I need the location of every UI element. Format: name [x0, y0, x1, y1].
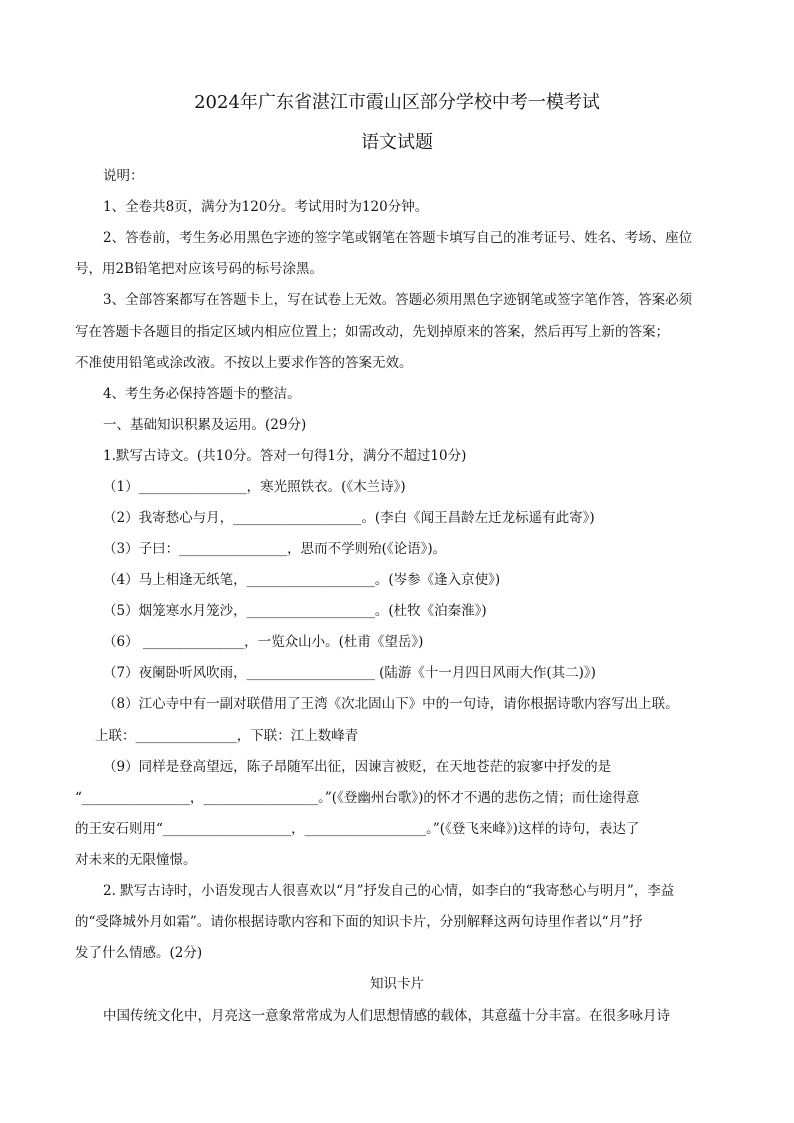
exam-title: 2024年广东省湛江市霞山区部分学校中考一模考试 [194, 92, 600, 113]
q1-item-8: （8）江心寺中有一副对联借用了王湾《次北固山下》中的一句诗，请你根据诗歌内容写出上联。 [103, 696, 679, 712]
instruction-1: 1、全卷共8页，满分为120分。考试用时为120分钟。 [103, 199, 429, 215]
q1-item-6: （6） _______________，一览众山小。(杜甫《望岳》) [103, 634, 424, 650]
q1-item-9-cont3: 对未来的无限憧憬。 [75, 852, 197, 868]
instruction-2-cont: 号，用2B铅笔把对应该号码的标号涂黑。 [75, 261, 324, 277]
q1-item-9-cont2: 的王安石则用“___________________，__________________。”(《登飞来峰》)这样的诗句，表达了 [75, 821, 640, 837]
instruction-3-cont: 写在答题卡各题目的指定区域内相应位置上；如需改动，先划掉原来的答案，然后再写上新的答案； [75, 324, 669, 340]
q1-item-9-cont: “________________，_________________。”(《登幽州台歌》)的怀才不遇的悲伤之情；而仕途得意 [75, 790, 640, 806]
q1-item-1: （1）________________，寒光照铁衣。(《木兰诗》) [103, 479, 406, 495]
q1-item-4: （4）马上相逢无纸笔，___________________。(岑参《逢入京使》) [103, 572, 501, 588]
question-2-cont2: 发了什么情感。(2分) [75, 945, 203, 961]
question-2: 2. 默写古诗时，小语发现古人很喜欢以“月”抒发自己的心情，如李白的“我寄愁心与明月”，李益 [103, 883, 675, 899]
exam-subtitle: 语文试题 [361, 132, 433, 153]
instructions-heading: 说明： [103, 168, 144, 184]
q1-item-8-couplet: 上联：_______________，下联：江上数峰青 [95, 728, 359, 744]
instruction-3-cont2: 不准使用铅笔或涂改液。不按以上要求作答的答案无效。 [75, 355, 413, 371]
knowledge-card-title: 知识卡片 [370, 976, 424, 992]
q1-item-9: （9）同样是登高望远，陈子昂随军出征，因谏言被贬，在天地苍茫的寂寥中抒发的是 [103, 759, 612, 775]
q1-item-2: （2）我寄愁心与月，___________________。(李白《闻王昌龄左迁龙标遥有此寄》) [103, 510, 595, 526]
q1-item-5: （5）烟笼寒水月笼沙，___________________。(杜牧《泊秦淮》) [103, 603, 487, 619]
knowledge-card-text: 中国传统文化中，月亮这一意象常常成为人们思想情感的载体，其意蕴十分丰富。在很多咏月诗 [103, 1008, 670, 1024]
q1-item-7: （7）夜阑卧听风吹雨，___________________ (陆游《十一月四日风雨大作(其二)》) [103, 665, 596, 681]
instruction-2: 2、答卷前，考生务必用黑色字迹的签字笔或钢笔在答题卡填写自己的准考证号、姓名、考场、座位 [103, 230, 693, 246]
q1-item-3: （3）子曰：________________，思而不学则殆(《论语》)。 [103, 541, 447, 557]
question-2-cont: 的“受降城外月如霜”。请你根据诗歌内容和下面的知识卡片，分别解释这两句诗里作者以“月”抒 [75, 914, 643, 930]
section-heading: 一、基础知识积累及运用。(29分) [103, 417, 307, 433]
question-1-heading: 1.默写古诗文。(共10分。答对一句得1分，满分不超过10分) [103, 448, 467, 464]
instruction-3: 3、全部答案都写在答题卡上，写在试卷上无效。答题必须用黑色字迹钢笔或签字笔作答，答案必须 [103, 292, 693, 308]
instruction-4: 4、考生务必保持答题卡的整洁。 [103, 386, 301, 402]
